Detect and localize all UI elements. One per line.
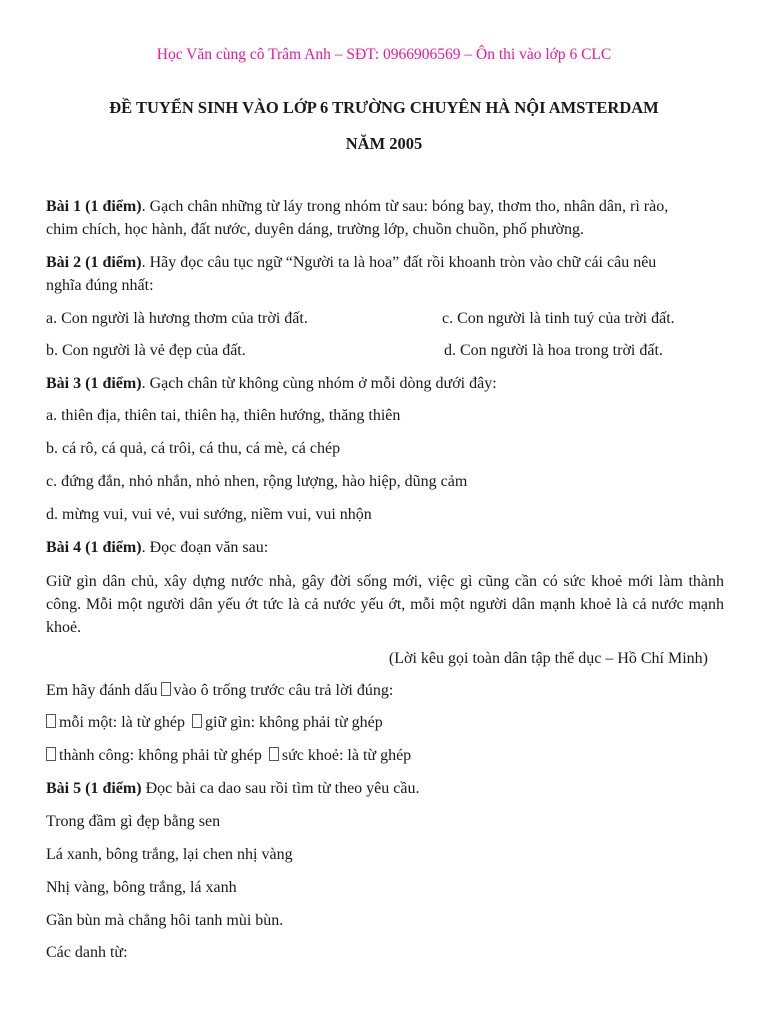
poem-line-3: Nhị vàng, bông trắng, lá xanh (46, 879, 237, 896)
bai2-option-d: d. Con người là hoa trong trời đất. (444, 342, 663, 359)
bai4-points: (1 điểm) (85, 539, 142, 556)
bai2-option-b: b. Con người là vẻ đẹp của đất. (46, 342, 246, 359)
bai2-text: . Hãy đọc câu tục ngữ “Người ta là hoa” đất rồi khoanh tròn vào chữ cái câu nêu (141, 254, 657, 271)
checkbox-icon[interactable] (192, 714, 202, 728)
bai4-instruction-pre: Em hãy đánh dấu (46, 682, 158, 699)
bai2-points: (1 điểm) (85, 254, 142, 271)
poem-line-4: Gần bùn mà chẳng hôi tanh mùi bùn. (46, 912, 284, 929)
bai2-line1 (46, 254, 656, 272)
bai4-source: (Lời kêu gọi toàn dân tập thể dục – Hồ Chí Minh) (388, 650, 708, 667)
bai4-instruction (46, 682, 393, 700)
checkbox-icon[interactable] (269, 747, 279, 761)
bai1-label: Bài 1 (46, 198, 82, 215)
bai2-option-a: a. Con người là hương thơm của trời đất. (46, 310, 308, 327)
bai2-line2: nghĩa đúng nhất: (46, 277, 154, 294)
bai2-option-c: c. Con người là tinh tuý của trời đất. (442, 310, 675, 327)
checkbox-glyph-icon (161, 682, 171, 696)
bai3-points: (1 điểm) (85, 375, 142, 392)
bai4-instruction-post: vào ô trống trước câu trả lời đúng: (173, 682, 394, 699)
bai4-choice2: giữ gìn: không phải từ ghép (205, 714, 383, 731)
checkbox-icon[interactable] (46, 714, 56, 728)
bai3-row-b: b. cá rô, cá quả, cá trôi, cá thu, cá mè, cá chép (46, 440, 341, 457)
bai3-row-d: d. mừng vui, vui vẻ, vui sướng, niềm vui, vui nhộn (46, 506, 372, 523)
bai1-text: . Gạch chân những từ láy trong nhóm từ sau: bóng bay, thơm tho, nhân dân, rì rào, (141, 198, 669, 215)
bai3-line1 (46, 375, 497, 393)
poem-line-1: Trong đầm gì đẹp bằng sen (46, 813, 221, 830)
bai5-text: Đọc bài ca dao sau rồi tìm từ theo yêu cầu. (141, 780, 420, 797)
bai1-line2: chim chích, học hành, đất nước, duyên dáng, trường lớp, chuồn chuồn, phố phường. (46, 221, 584, 238)
checkbox-icon[interactable] (46, 747, 56, 761)
bai3-row-c: c. đứng đắn, nhỏ nhắn, nhỏ nhen, rộng lượng, hào hiệp, dũng cảm (46, 473, 468, 490)
page-header: Học Văn cùng cô Trâm Anh – SĐT: 0966906569 – Ôn thi vào lớp 6 CLC (156, 46, 612, 63)
bai3-row-a: a. thiên địa, thiên tai, thiên hạ, thiên hướng, thăng thiên (46, 407, 401, 424)
exam-year: NĂM 2005 (345, 134, 423, 153)
bai5-line1 (46, 780, 419, 798)
bai4-label: Bài 4 (46, 539, 82, 556)
bai5-nouns-label: Các danh từ: (46, 944, 128, 961)
bai4-passage: Giữ gìn dân chủ, xây dựng nước nhà, gây đời sống mới, việc gì cũng cần có sức khoẻ mới làm thành công. Mỗi một người dân yếu ớt tức là cả nước yếu ớt, mỗi một người dân mạnh khoẻ là cả nước mạnh khoẻ. (46, 573, 724, 636)
bai4-choices-row2 (46, 747, 411, 765)
exam-title: ĐỀ TUYỂN SINH VÀO LỚP 6 TRƯỜNG CHUYÊN HÀ NỘI AMSTERDAM (109, 98, 659, 117)
poem-line-2: Lá xanh, bông trắng, lại chen nhị vàng (46, 846, 293, 863)
bai1-line1 (46, 198, 668, 216)
bai4-choices-row1 (46, 714, 383, 732)
bai2-label: Bài 2 (46, 254, 82, 271)
bai5-label: Bài 5 (46, 780, 82, 797)
bai4-choice1: mỗi một: là từ ghép (59, 714, 185, 731)
bai3-text: . Gạch chân từ không cùng nhóm ở mỗi dòng dưới đây: (141, 375, 497, 392)
bai1-points: (1 điểm) (85, 198, 142, 215)
bai4-text: . Đọc đoạn văn sau: (141, 539, 269, 556)
bai4-line1 (46, 539, 268, 557)
bai5-points: (1 điểm) (85, 780, 142, 797)
bai4-choice4: sức khoẻ: là từ ghép (281, 747, 412, 764)
bai3-label: Bài 3 (46, 375, 82, 392)
bai4-choice3: thành công: không phải từ ghép (59, 747, 262, 764)
